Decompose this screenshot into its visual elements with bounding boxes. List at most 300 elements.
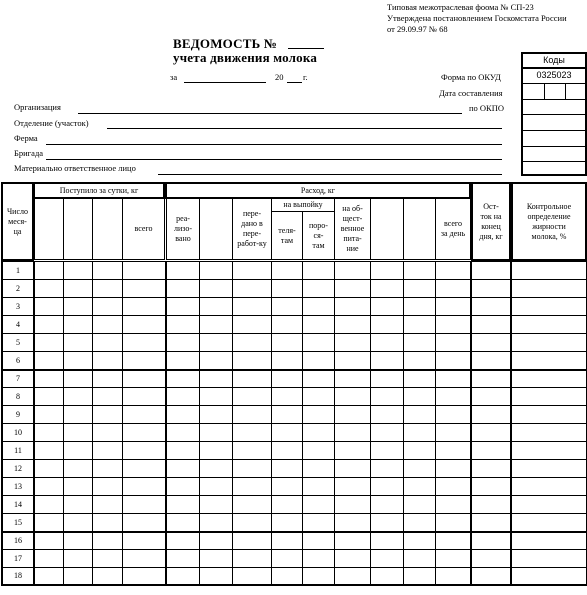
- table-cell[interactable]: [63, 387, 93, 406]
- table-cell[interactable]: [435, 531, 472, 550]
- table-cell[interactable]: [271, 495, 303, 514]
- table-cell[interactable]: [92, 549, 123, 568]
- table-cell[interactable]: [370, 549, 404, 568]
- table-cell[interactable]: [511, 567, 587, 586]
- table-cell[interactable]: [435, 513, 472, 532]
- table-cell[interactable]: [122, 351, 167, 370]
- table-cell[interactable]: [232, 459, 272, 478]
- table-cell[interactable]: [435, 333, 472, 352]
- table-cell[interactable]: [435, 351, 472, 370]
- table-cell[interactable]: [271, 387, 303, 406]
- table-cell[interactable]: [471, 531, 512, 550]
- table-cell[interactable]: [271, 261, 303, 280]
- table-cell[interactable]: [166, 459, 200, 478]
- table-cell[interactable]: [92, 351, 123, 370]
- table-cell[interactable]: [471, 477, 512, 496]
- table-cell[interactable]: [92, 441, 123, 460]
- table-cell[interactable]: [63, 351, 93, 370]
- table-cell[interactable]: [511, 261, 587, 280]
- table-cell[interactable]: [435, 279, 472, 298]
- table-cell[interactable]: [334, 261, 371, 280]
- table-cell[interactable]: [403, 513, 436, 532]
- codes-row-6[interactable]: [523, 146, 585, 147]
- table-cell[interactable]: [334, 279, 371, 298]
- table-cell[interactable]: [34, 459, 64, 478]
- table-cell[interactable]: [199, 567, 233, 586]
- table-cell[interactable]: [34, 405, 64, 424]
- table-cell[interactable]: [199, 549, 233, 568]
- table-cell[interactable]: [511, 315, 587, 334]
- table-cell[interactable]: [199, 441, 233, 460]
- table-cell[interactable]: [199, 477, 233, 496]
- year-line[interactable]: [287, 82, 302, 83]
- table-cell[interactable]: [34, 477, 64, 496]
- table-cell[interactable]: [334, 441, 371, 460]
- table-cell[interactable]: [271, 279, 303, 298]
- table-cell[interactable]: [122, 261, 167, 280]
- row-day-number: [1, 333, 35, 352]
- table-cell[interactable]: [34, 531, 64, 550]
- table-cell[interactable]: [92, 333, 123, 352]
- table-cell[interactable]: [63, 549, 93, 568]
- table-cell[interactable]: [166, 387, 200, 406]
- table-cell[interactable]: [302, 261, 335, 280]
- table-cell[interactable]: [370, 513, 404, 532]
- row-day-number: [1, 567, 35, 586]
- table-cell[interactable]: [122, 477, 167, 496]
- table-cell[interactable]: [370, 441, 404, 460]
- table-cell[interactable]: [199, 531, 233, 550]
- table-cell[interactable]: [122, 441, 167, 460]
- table-cell[interactable]: [403, 369, 436, 388]
- table-cell[interactable]: [232, 351, 272, 370]
- table-cell[interactable]: [334, 459, 371, 478]
- table-cell[interactable]: [471, 261, 512, 280]
- row-day-number: [1, 441, 35, 460]
- table-cell[interactable]: [334, 477, 371, 496]
- table-cell[interactable]: [122, 279, 167, 298]
- table-cell[interactable]: [511, 423, 587, 442]
- table-cell[interactable]: [232, 441, 272, 460]
- table-cell[interactable]: [302, 405, 335, 424]
- table-cell[interactable]: [166, 531, 200, 550]
- table-cell[interactable]: [199, 459, 233, 478]
- table-cell[interactable]: [271, 567, 303, 586]
- table-cell[interactable]: [471, 279, 512, 298]
- table-cell[interactable]: [92, 567, 123, 586]
- table-cell[interactable]: [232, 567, 272, 586]
- table-cell[interactable]: [403, 459, 436, 478]
- table-cell[interactable]: [471, 315, 512, 334]
- table-cell[interactable]: [403, 387, 436, 406]
- table-cell[interactable]: [334, 333, 371, 352]
- okpo-divider[interactable]: [523, 114, 585, 115]
- table-cell[interactable]: [122, 405, 167, 424]
- table-cell[interactable]: [302, 549, 335, 568]
- table-cell[interactable]: [92, 513, 123, 532]
- table-cell[interactable]: [435, 369, 472, 388]
- table-cell[interactable]: [334, 405, 371, 424]
- table-cell[interactable]: [403, 351, 436, 370]
- table-cell[interactable]: [511, 549, 587, 568]
- table-cell[interactable]: [334, 531, 371, 550]
- table-cell[interactable]: [34, 315, 64, 334]
- table-cell[interactable]: [511, 333, 587, 352]
- table-cell[interactable]: [370, 459, 404, 478]
- table-cell[interactable]: [370, 279, 404, 298]
- piglets-header: [302, 211, 335, 260]
- day-number-text: 15: [14, 517, 22, 527]
- table-cell[interactable]: [63, 405, 93, 424]
- table-cell[interactable]: [471, 423, 512, 442]
- table-cell[interactable]: [435, 315, 472, 334]
- table-cell[interactable]: [370, 369, 404, 388]
- table-cell[interactable]: [63, 459, 93, 478]
- table-cell[interactable]: [511, 441, 587, 460]
- table-cell[interactable]: [511, 531, 587, 550]
- table-cell[interactable]: [271, 315, 303, 334]
- received-header: [33, 182, 165, 199]
- table-cell[interactable]: [232, 333, 272, 352]
- table-cell[interactable]: [403, 315, 436, 334]
- piglets-text: поро-ся-там: [309, 220, 328, 250]
- table-cell[interactable]: [232, 513, 272, 532]
- table-cell[interactable]: [511, 477, 587, 496]
- table-cell[interactable]: [302, 531, 335, 550]
- expense-col-blank-3: [403, 198, 436, 260]
- table-cell[interactable]: [271, 297, 303, 316]
- table-cell[interactable]: [166, 495, 200, 514]
- table-cell[interactable]: [271, 351, 303, 370]
- table-cell[interactable]: [370, 387, 404, 406]
- table-cell[interactable]: [199, 423, 233, 442]
- table-cell[interactable]: [63, 261, 93, 280]
- table-cell[interactable]: [334, 423, 371, 442]
- table-cell[interactable]: [232, 423, 272, 442]
- table-cell[interactable]: [403, 333, 436, 352]
- table-cell[interactable]: [370, 297, 404, 316]
- table-cell[interactable]: [370, 495, 404, 514]
- day-number-text: 8: [16, 391, 20, 401]
- table-cell[interactable]: [271, 441, 303, 460]
- field-brigade-line[interactable]: [46, 159, 502, 160]
- table-cell[interactable]: [403, 531, 436, 550]
- table-cell[interactable]: [92, 405, 123, 424]
- table-cell[interactable]: [92, 459, 123, 478]
- date-divider[interactable]: [523, 99, 585, 100]
- table-cell[interactable]: [232, 387, 272, 406]
- table-cell[interactable]: [511, 495, 587, 514]
- table-cell[interactable]: [271, 477, 303, 496]
- table-cell[interactable]: [271, 549, 303, 568]
- row-day-number: [1, 405, 35, 424]
- table-cell[interactable]: [122, 513, 167, 532]
- table-cell[interactable]: [122, 387, 167, 406]
- table-cell[interactable]: [334, 297, 371, 316]
- table-cell[interactable]: [471, 441, 512, 460]
- table-cell[interactable]: [122, 333, 167, 352]
- table-cell[interactable]: [435, 441, 472, 460]
- table-cell[interactable]: [63, 315, 93, 334]
- table-cell[interactable]: [370, 261, 404, 280]
- field-organization-line[interactable]: [78, 113, 462, 114]
- table-cell[interactable]: [435, 387, 472, 406]
- table-cell[interactable]: [63, 369, 93, 388]
- table-cell[interactable]: [334, 495, 371, 514]
- table-cell[interactable]: [232, 477, 272, 496]
- table-cell[interactable]: [271, 459, 303, 478]
- day-number-text: 13: [14, 481, 22, 491]
- table-cell[interactable]: [403, 477, 436, 496]
- table-cell[interactable]: [403, 567, 436, 586]
- year-suffix: г.: [303, 72, 308, 82]
- table-cell[interactable]: [92, 297, 123, 316]
- table-cell[interactable]: [232, 405, 272, 424]
- table-cell[interactable]: [334, 351, 371, 370]
- table-cell[interactable]: [63, 279, 93, 298]
- table-cell[interactable]: [302, 513, 335, 532]
- table-cell[interactable]: [271, 333, 303, 352]
- table-cell[interactable]: [471, 513, 512, 532]
- table-cell[interactable]: [471, 459, 512, 478]
- table-cell[interactable]: [403, 279, 436, 298]
- table-cell[interactable]: [511, 459, 587, 478]
- table-cell[interactable]: [435, 405, 472, 424]
- table-cell[interactable]: [435, 567, 472, 586]
- table-cell[interactable]: [334, 315, 371, 334]
- table-cell[interactable]: [122, 369, 167, 388]
- table-cell[interactable]: [232, 279, 272, 298]
- table-cell[interactable]: [63, 297, 93, 316]
- table-cell[interactable]: [92, 279, 123, 298]
- table-cell[interactable]: [232, 531, 272, 550]
- table-cell[interactable]: [471, 351, 512, 370]
- table-cell[interactable]: [471, 495, 512, 514]
- table-cell[interactable]: [34, 351, 64, 370]
- table-cell[interactable]: [471, 369, 512, 388]
- table-cell[interactable]: [34, 369, 64, 388]
- table-cell[interactable]: [92, 495, 123, 514]
- table-cell[interactable]: [232, 495, 272, 514]
- table-cell[interactable]: [271, 531, 303, 550]
- table-cell[interactable]: [302, 369, 335, 388]
- table-cell[interactable]: [63, 333, 93, 352]
- table-cell[interactable]: [34, 441, 64, 460]
- table-cell[interactable]: [199, 405, 233, 424]
- table-cell[interactable]: [302, 495, 335, 514]
- table-cell[interactable]: [122, 423, 167, 442]
- table-cell[interactable]: [166, 351, 200, 370]
- table-cell[interactable]: [403, 441, 436, 460]
- table-cell[interactable]: [403, 261, 436, 280]
- table-cell[interactable]: [435, 459, 472, 478]
- table-cell[interactable]: [334, 549, 371, 568]
- table-cell[interactable]: [232, 549, 272, 568]
- table-cell[interactable]: [302, 423, 335, 442]
- table-cell[interactable]: [302, 315, 335, 334]
- table-cell[interactable]: [271, 369, 303, 388]
- table-cell[interactable]: [34, 261, 64, 280]
- table-cell[interactable]: [471, 567, 512, 586]
- table-cell[interactable]: [199, 351, 233, 370]
- table-cell[interactable]: [302, 297, 335, 316]
- table-cell[interactable]: [435, 423, 472, 442]
- row-day-number: [1, 459, 35, 478]
- table-cell[interactable]: [166, 423, 200, 442]
- table-cell[interactable]: [199, 297, 233, 316]
- table-cell[interactable]: [370, 531, 404, 550]
- table-cell[interactable]: [166, 333, 200, 352]
- table-cell[interactable]: [92, 531, 123, 550]
- period-line[interactable]: [184, 82, 266, 83]
- table-cell[interactable]: [199, 495, 233, 514]
- total-day-text: всего за день: [440, 219, 466, 238]
- table-cell[interactable]: [370, 351, 404, 370]
- table-cell[interactable]: [232, 297, 272, 316]
- table-cell[interactable]: [435, 297, 472, 316]
- table-cell[interactable]: [370, 315, 404, 334]
- table-cell[interactable]: [403, 495, 436, 514]
- table-cell[interactable]: [92, 315, 123, 334]
- table-cell[interactable]: [471, 297, 512, 316]
- table-cell[interactable]: [63, 495, 93, 514]
- table-cell[interactable]: [271, 405, 303, 424]
- table-cell[interactable]: [471, 405, 512, 424]
- table-cell[interactable]: [34, 333, 64, 352]
- table-cell[interactable]: [34, 567, 64, 586]
- table-cell[interactable]: [511, 297, 587, 316]
- table-cell[interactable]: [122, 531, 167, 550]
- table-cell[interactable]: [199, 387, 233, 406]
- table-cell[interactable]: [34, 549, 64, 568]
- table-cell[interactable]: [471, 333, 512, 352]
- table-cell[interactable]: [166, 369, 200, 388]
- table-cell[interactable]: [302, 333, 335, 352]
- table-cell[interactable]: [302, 351, 335, 370]
- table-cell[interactable]: [166, 441, 200, 460]
- table-cell[interactable]: [334, 567, 371, 586]
- table-cell[interactable]: [511, 405, 587, 424]
- day-number-text: 10: [14, 427, 22, 437]
- table-cell[interactable]: [166, 477, 200, 496]
- field-responsible-line[interactable]: [158, 174, 502, 175]
- table-cell[interactable]: [122, 459, 167, 478]
- table-cell[interactable]: [166, 279, 200, 298]
- table-cell[interactable]: [63, 441, 93, 460]
- table-cell[interactable]: [403, 297, 436, 316]
- table-cell[interactable]: [92, 477, 123, 496]
- table-cell[interactable]: [302, 477, 335, 496]
- table-cell[interactable]: [34, 297, 64, 316]
- table-cell[interactable]: [166, 297, 200, 316]
- table-cell[interactable]: [370, 567, 404, 586]
- codes-row-7[interactable]: [523, 161, 585, 162]
- table-cell[interactable]: [435, 261, 472, 280]
- table-cell[interactable]: [199, 333, 233, 352]
- table-cell[interactable]: [370, 423, 404, 442]
- table-cell[interactable]: [63, 423, 93, 442]
- table-cell[interactable]: [166, 567, 200, 586]
- table-cell[interactable]: [302, 441, 335, 460]
- table-cell[interactable]: [122, 315, 167, 334]
- table-cell[interactable]: [166, 261, 200, 280]
- table-cell[interactable]: [334, 513, 371, 532]
- table-cell[interactable]: [370, 477, 404, 496]
- table-cell[interactable]: [302, 279, 335, 298]
- table-cell[interactable]: [34, 495, 64, 514]
- table-cell[interactable]: [92, 369, 123, 388]
- table-cell[interactable]: [122, 549, 167, 568]
- table-cell[interactable]: [122, 567, 167, 586]
- table-cell[interactable]: [370, 333, 404, 352]
- table-cell[interactable]: [34, 513, 64, 532]
- table-cell[interactable]: [302, 459, 335, 478]
- table-cell[interactable]: [199, 279, 233, 298]
- table-cell[interactable]: [511, 351, 587, 370]
- table-cell[interactable]: [34, 387, 64, 406]
- table-cell[interactable]: [370, 405, 404, 424]
- field-farm-line[interactable]: [46, 144, 502, 145]
- table-cell[interactable]: [471, 387, 512, 406]
- table-cell[interactable]: [403, 405, 436, 424]
- table-cell[interactable]: [302, 387, 335, 406]
- table-cell[interactable]: [34, 279, 64, 298]
- calves-header: [271, 211, 303, 260]
- table-cell[interactable]: [435, 549, 472, 568]
- table-cell[interactable]: [34, 423, 64, 442]
- table-cell[interactable]: [166, 405, 200, 424]
- table-cell[interactable]: [199, 261, 233, 280]
- table-cell[interactable]: [232, 261, 272, 280]
- table-cell[interactable]: [511, 387, 587, 406]
- codes-row-5[interactable]: [523, 130, 585, 131]
- table-cell[interactable]: [166, 549, 200, 568]
- table-cell[interactable]: [92, 261, 123, 280]
- table-cell[interactable]: [271, 513, 303, 532]
- table-cell[interactable]: [232, 369, 272, 388]
- table-cell[interactable]: [435, 495, 472, 514]
- field-department-line[interactable]: [107, 128, 502, 129]
- table-cell[interactable]: [166, 513, 200, 532]
- table-cell[interactable]: [63, 567, 93, 586]
- table-cell[interactable]: [271, 423, 303, 442]
- table-cell[interactable]: [63, 531, 93, 550]
- table-cell[interactable]: [92, 387, 123, 406]
- table-cell[interactable]: [199, 315, 233, 334]
- table-cell[interactable]: [403, 423, 436, 442]
- table-cell[interactable]: [302, 567, 335, 586]
- table-cell[interactable]: [199, 513, 233, 532]
- table-cell[interactable]: [334, 369, 371, 388]
- table-cell[interactable]: [122, 297, 167, 316]
- table-cell[interactable]: [334, 387, 371, 406]
- table-cell[interactable]: [435, 477, 472, 496]
- row-day-number: [1, 477, 35, 496]
- table-cell[interactable]: [92, 423, 123, 442]
- table-cell[interactable]: [166, 315, 200, 334]
- table-cell[interactable]: [232, 315, 272, 334]
- table-cell[interactable]: [403, 549, 436, 568]
- table-cell[interactable]: [511, 369, 587, 388]
- row-day-number: [1, 423, 35, 442]
- table-cell[interactable]: [471, 549, 512, 568]
- table-cell[interactable]: [63, 513, 93, 532]
- table-cell[interactable]: [511, 279, 587, 298]
- table-cell[interactable]: [511, 513, 587, 532]
- table-cell[interactable]: [63, 477, 93, 496]
- table-cell[interactable]: [122, 495, 167, 514]
- table-cell[interactable]: [199, 369, 233, 388]
